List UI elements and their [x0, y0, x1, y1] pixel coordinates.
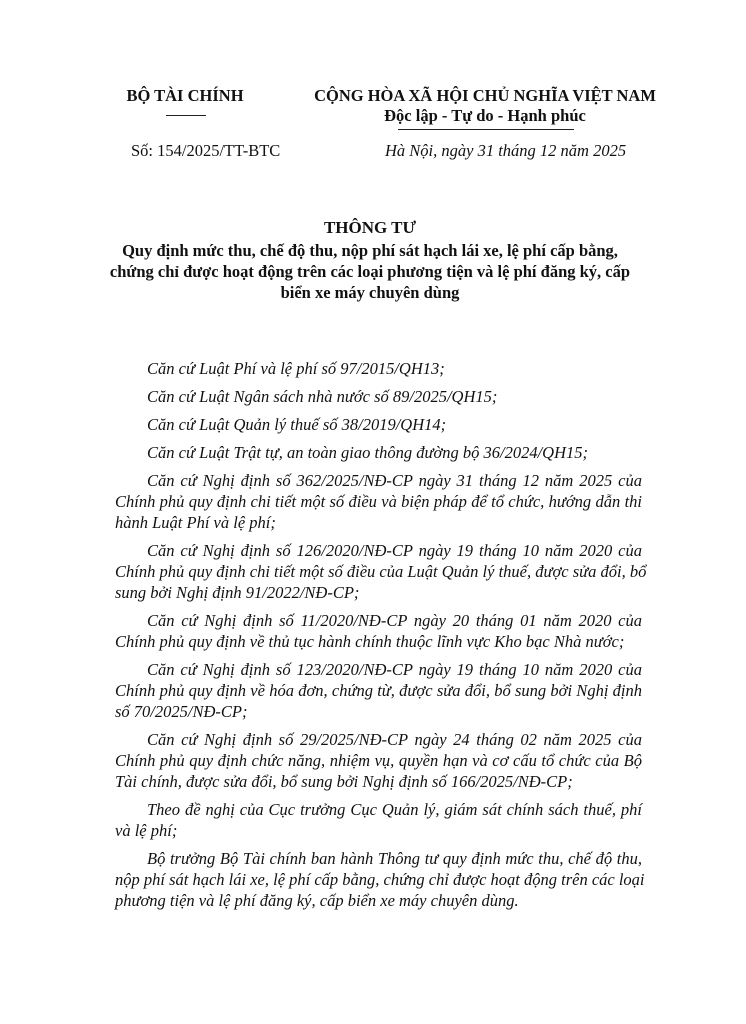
paragraph-line: Căn cứ Luật Quản lý thuế số 38/2019/QH14;: [147, 415, 447, 434]
paragraph: [115, 414, 642, 435]
title-line: biển xe máy chuyên dùng: [280, 283, 460, 302]
title-line: Quy định mức thu, chế độ thu, nộp phí sát hạch lái xe, lệ phí cấp bằng,: [122, 241, 618, 260]
document-number: Số: 154/2025/TT-BTC: [131, 141, 281, 160]
paragraph: [115, 659, 642, 722]
paragraph-line: Căn cứ Nghị định số 362/2025/NĐ-CP ngày 31 tháng 12 năm 2025 của: [147, 471, 642, 490]
paragraph-line: Theo đề nghị của Cục trưởng Cục Quản lý, giám sát chính sách thuế, phí: [147, 800, 642, 819]
paragraph-line: Chính phủ quy định về thủ tục hành chính thuộc lĩnh vực Kho bạc Nhà nước;: [115, 632, 625, 651]
paragraph: [115, 470, 642, 533]
paragraph-line: Căn cứ Nghị định số 11/2020/NĐ-CP ngày 20 tháng 01 năm 2020 của: [147, 611, 642, 630]
paragraph-line: Căn cứ Nghị định số 126/2020/NĐ-CP ngày 19 tháng 10 năm 2020 của: [147, 541, 642, 560]
paragraph-line: Căn cứ Luật Trật tự, an toàn giao thông đường bộ 36/2024/QH15;: [147, 443, 588, 462]
country-name: CỘNG HÒA XÃ HỘI CHỦ NGHĨA VIỆT NAM: [314, 86, 656, 105]
motto: Độc lập - Tự do - Hạnh phúc: [384, 106, 586, 125]
paragraph-line: và lệ phí;: [115, 821, 178, 840]
paragraph-line: Chính phủ quy định chi tiết một số điều và biện pháp để tổ chức, hướng dẫn thi: [115, 492, 642, 511]
paragraph-line: nộp phí sát hạch lái xe, lệ phí cấp bằng, chứng chỉ được hoạt động trên các loại: [115, 870, 645, 889]
paragraph-line: Căn cứ Nghị định số 29/2025/NĐ-CP ngày 24 tháng 02 năm 2025 của: [147, 730, 642, 749]
document-title: [90, 240, 650, 303]
paragraph-line: Bộ trưởng Bộ Tài chính ban hành Thông tư quy định mức thu, chế độ thu,: [147, 849, 642, 868]
paragraph-line: Căn cứ Nghị định số 123/2020/NĐ-CP ngày 19 tháng 10 năm 2020 của: [147, 660, 642, 679]
paragraph: [115, 799, 642, 841]
agency-underline: [166, 115, 206, 116]
paragraph: [115, 848, 645, 911]
paragraph-line: Căn cứ Luật Ngân sách nhà nước số 89/2025/QH15;: [147, 387, 498, 406]
paragraph-line: Chính phủ quy định về hóa đơn, chứng từ, được sửa đổi, bổ sung bởi Nghị định: [115, 681, 642, 700]
paragraph: [115, 540, 647, 603]
paragraph: [115, 729, 642, 792]
paragraph-line: số 70/2025/NĐ-CP;: [115, 702, 248, 721]
paragraph-line: Chính phủ quy định chức năng, nhiệm vụ, quyền hạn và cơ cấu tổ chức của Bộ: [115, 751, 642, 770]
agency-name: BỘ TÀI CHÍNH: [126, 86, 244, 105]
paragraph: [115, 442, 642, 463]
title-line: chứng chỉ được hoạt động trên các loại phương tiện và lệ phí đăng ký, cấp: [109, 262, 631, 281]
document-body: [115, 358, 647, 918]
paragraph: [115, 358, 642, 379]
paragraph-line: hành Luật Phí và lệ phí;: [115, 513, 276, 532]
place-date: Hà Nội, ngày 31 tháng 12 năm 2025: [385, 141, 627, 160]
motto-underline: [398, 129, 574, 130]
paragraph: [115, 386, 642, 407]
document-type: THÔNG TƯ: [323, 218, 417, 237]
paragraph-line: phương tiện và lệ phí đăng ký, cấp biển xe máy chuyên dùng.: [115, 891, 519, 910]
paragraph-line: Căn cứ Luật Phí và lệ phí số 97/2015/QH13;: [147, 359, 445, 378]
paragraph: [115, 610, 642, 652]
paragraph-line: sung bởi Nghị định 91/2022/NĐ-CP;: [115, 583, 360, 602]
paragraph-line: Tài chính, được sửa đổi, bổ sung bởi Nghị định số 166/2025/NĐ-CP;: [115, 772, 573, 791]
paragraph-line: Chính phủ quy định chi tiết một số điều của Luật Quản lý thuế, được sửa đổi, bổ: [115, 562, 647, 581]
